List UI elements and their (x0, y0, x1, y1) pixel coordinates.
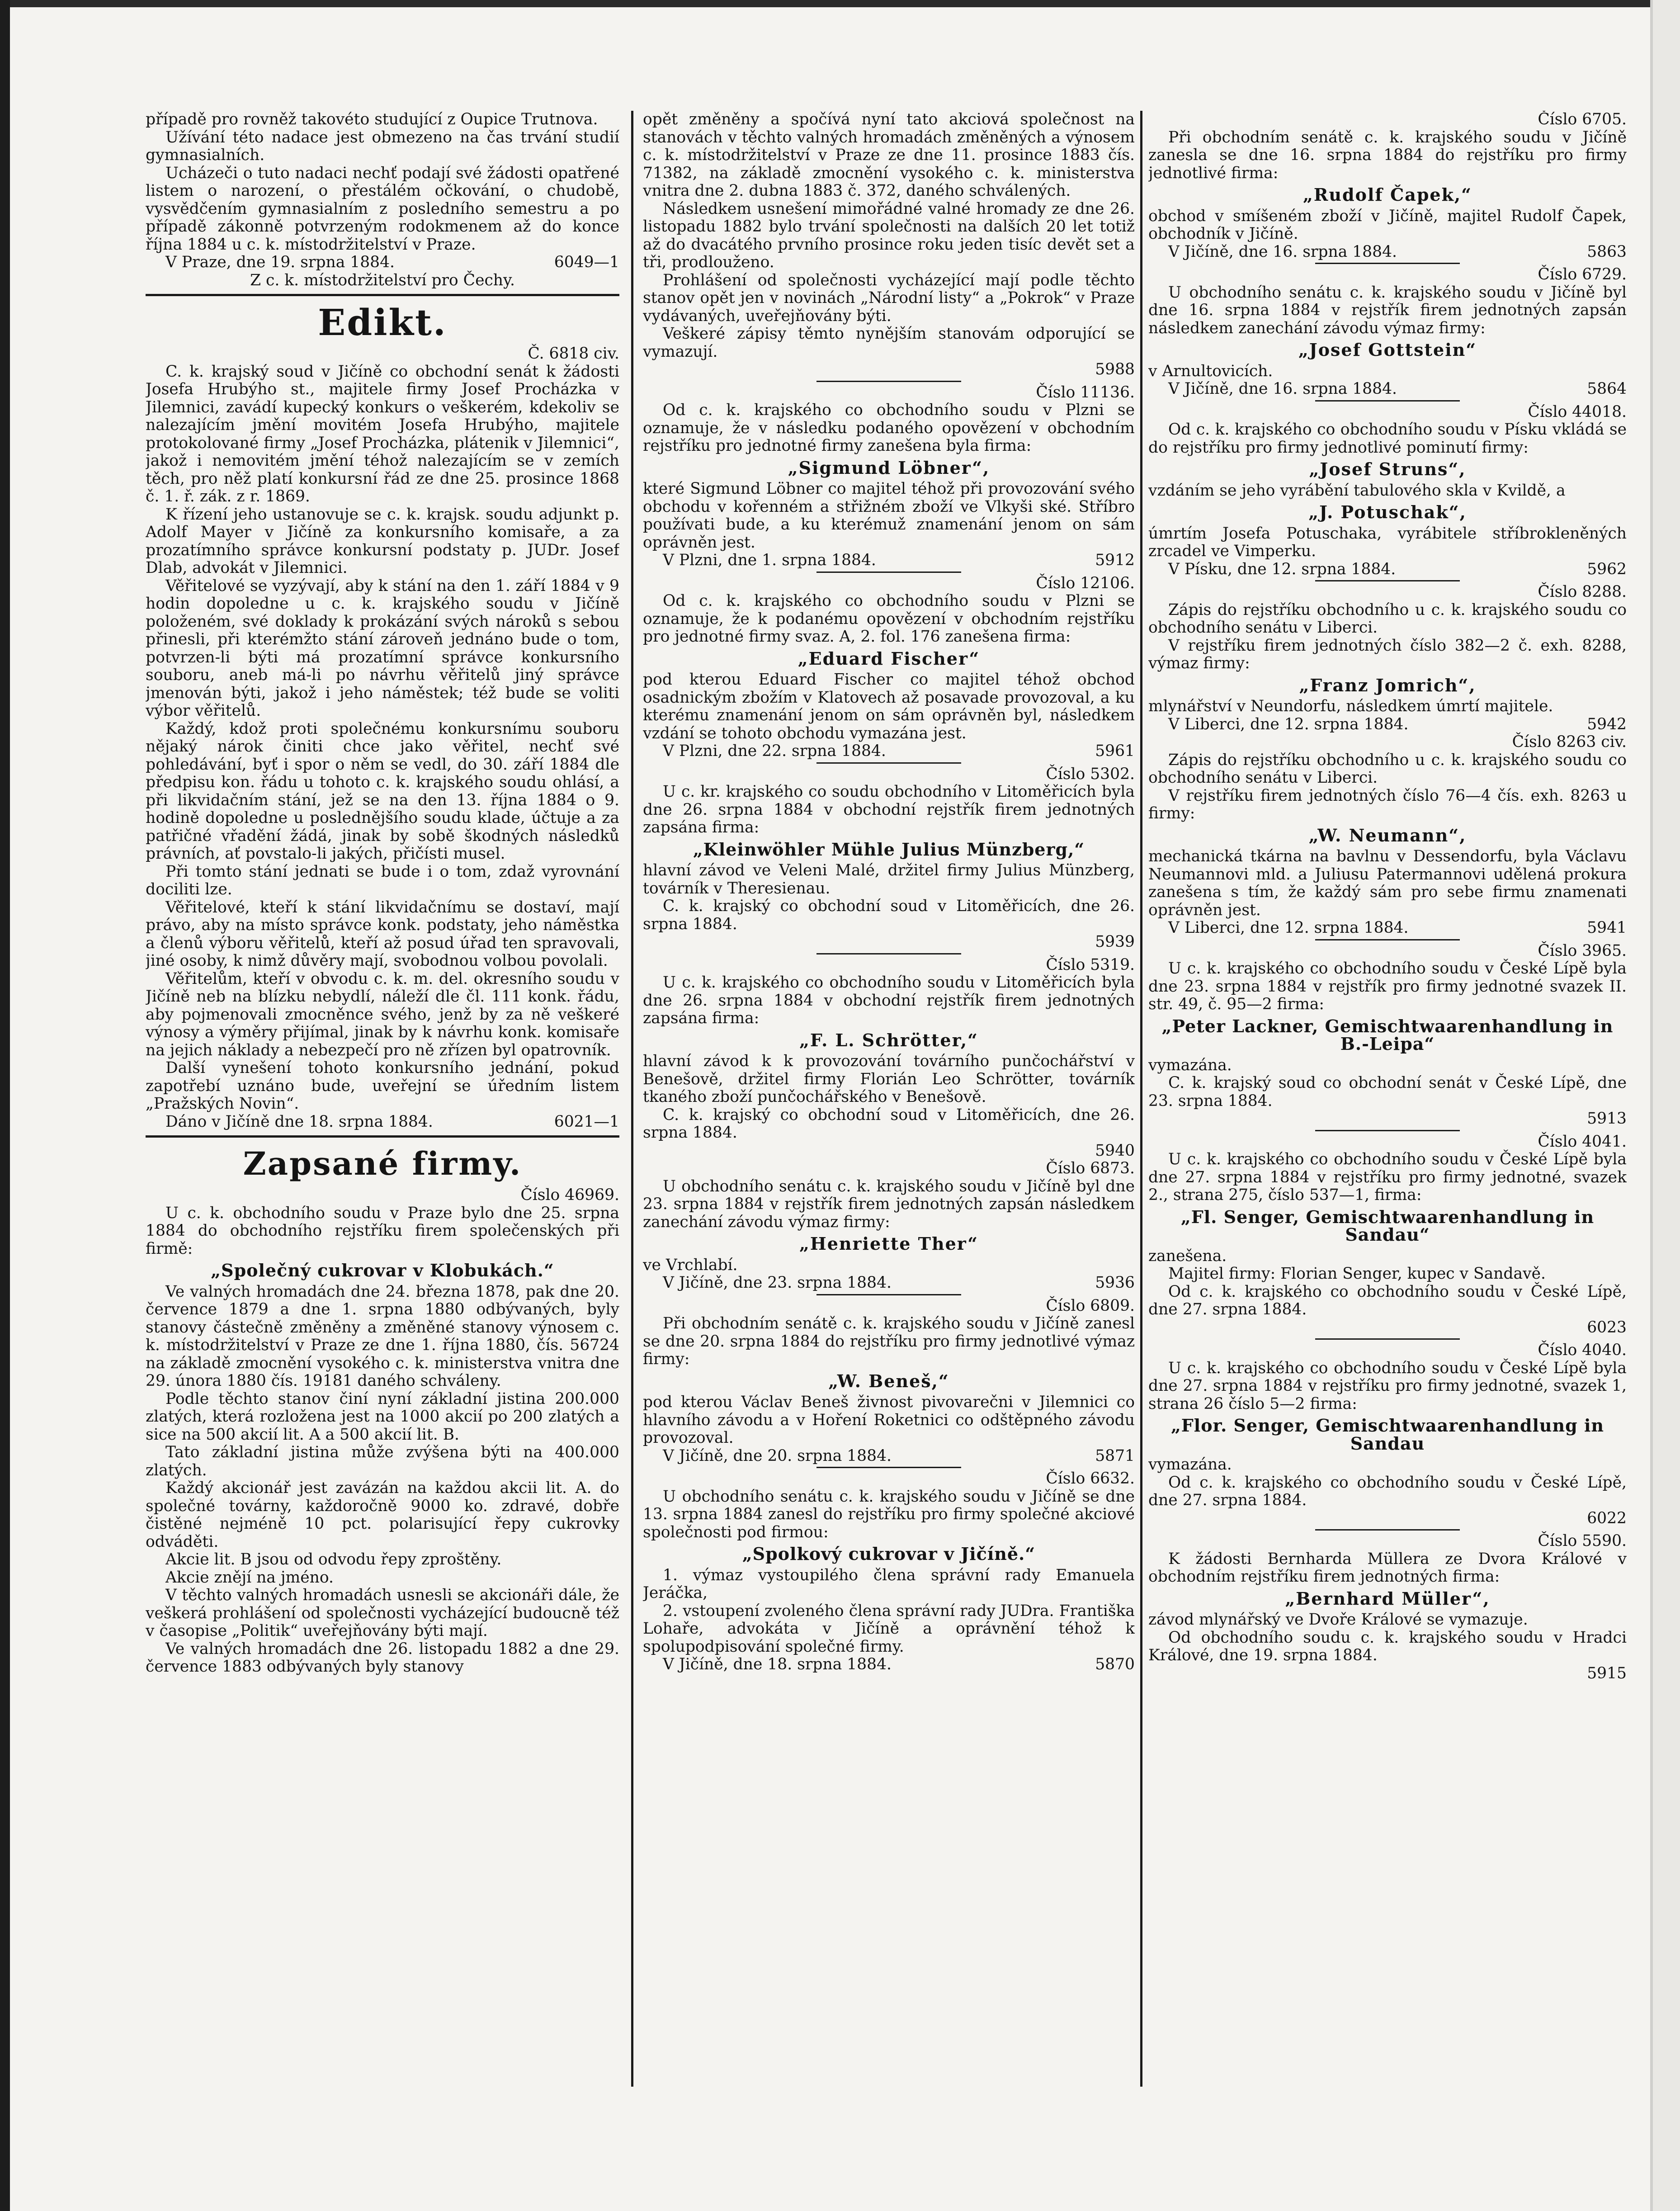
paragraph: U obchodního senátu c. k. krajského soudu v Jičíně byl dne 23. srpna 1884 v rejstřík firem jednotných zapsán následkem zanechání závodu výmaz firmy: (643, 1177, 1135, 1231)
divider (816, 953, 961, 954)
case-number: Číslo 6705. (1538, 111, 1627, 128)
paragraph: Od c. k. krajského co obchodního soudu v České Lípě, dne 27. srpna 1884. (1148, 1282, 1627, 1318)
notice-number: 5962 (1587, 560, 1627, 578)
paragraph: Při obchodním senátě c. k. krajského soudu v Jičíně zanesl se dne 20. srpna 1884 do rejstříku pro firmy jednotlivé výmaz firmy: (643, 1314, 1135, 1368)
paragraph: pod kterou Eduard Fischer co majitel téhož obchod osadnickým zbožím v Klatovech až posavade provozoval, a ku kterému znamenání jenom on sám oprávněn byl, následkem vzdání se tohoto obchodu vymazána jest. (643, 671, 1135, 742)
date: V Plzni, dne 1. srpna 1884. (663, 551, 876, 569)
paragraph: úmrtím Josefa Potuschaka, vyrábitele stříbrokleněných zrcadel ve Vimperku. (1148, 524, 1627, 560)
firm-name: „J. Potuschak“, (1308, 502, 1467, 522)
signature-line (643, 552, 1135, 570)
signature-line (643, 1447, 1135, 1465)
paragraph: Ve valných hromadách dne 26. listopadu 1882 a dne 29. července 1883 odbývaných byly stanovy (146, 1639, 619, 1676)
column-2 (643, 111, 1135, 2173)
firm-name: „Eduard Fischer“ (798, 648, 980, 669)
notice-number: 5961 (1095, 742, 1135, 760)
divider (1315, 263, 1460, 264)
paragraph: K řízení jeho ustanovuje se c. k. krajsk. soudu adjunkt p. Adolf Mayer v Jičíně za konkursního komisaře, a za prozatímního správce konkursní podstaty p. JUDr. Josef Dlab, advokát v Jilemnici. (146, 505, 619, 577)
case-number: Č. 6818 civ. (528, 345, 619, 363)
divider (816, 1467, 961, 1468)
scan-border-left (0, 0, 10, 2211)
paragraph: Při obchodním senátě c. k. krajského soudu v Jičíně zanesla se dne 16. srpna 1884 do rejstříku pro firmy jednotlivé firma: (1148, 128, 1627, 182)
paragraph: U c. k. obchodního soudu v Praze bylo dne 25. srpna 1884 do obchodního rejstříku firem společenských při firmě: (146, 1204, 619, 1258)
notice-number: 5939 (1095, 933, 1135, 951)
firm-name: „Rudolf Čapek,“ (1302, 184, 1472, 205)
notice-number: 6022 (1587, 1509, 1627, 1527)
paragraph: závod mlynářský ve Dvoře Králové se vymazuje. (1148, 1611, 1528, 1629)
firm-name: „Franz Jomrich“, (1299, 675, 1476, 695)
case-number: Číslo 46969. (520, 1186, 619, 1204)
paragraph: Každý, kdož proti společnému konkursnímu souboru nějaký nárok činiti chce jako věřitel, nechť své pohledávání, byť i spor o něm se vedl, do 30. září 1884 dle předpisu kon. řádu u tohoto c. k. krajského soudu ohlásí, a při likvidačním stání, jež se na den 13. října 1884 o 9. hodině dopoledne u poslednějšího soudu klade, účtuje a za patřičné vřadění žádá, jinak by sobě škodných následků právních, ať povstalo-li jakých, přičísti musel. (146, 719, 619, 863)
notice-number: 5940 (1095, 1141, 1135, 1160)
notice-number: 5912 (1095, 551, 1135, 569)
paragraph: Při tomto stání jednati se bude i o tom, zdaž vyrovnání dociliti lze. (146, 862, 619, 898)
case-number: Číslo 5590. (1538, 1532, 1627, 1550)
column-1 (146, 111, 619, 2173)
case-number: Číslo 6632. (1046, 1469, 1135, 1488)
date: V Jičíně, dne 16. srpna 1884. (1168, 242, 1397, 261)
paragraph: pod kterou Václav Beneš živnost pivovarečni v Jilemnici co hlavního závodu a v Hoření Roketnici co odštěpného závodu provozoval. (643, 1393, 1135, 1447)
paragraph: U obchodního senátu c. k. krajského soudu v Jičíně byl dne 16. srpna 1884 v rejstřík firem jednotných zapsán následkem zanechání závodu výmaz firmy: (1148, 283, 1627, 337)
divider (816, 572, 961, 573)
notice-number: 5913 (1587, 1110, 1627, 1128)
firm-name: „Henriette Ther“ (799, 1233, 979, 1254)
case-number: Číslo 8263 civ. (1512, 733, 1627, 751)
section-rule (146, 1135, 619, 1138)
case-number: Číslo 5319. (1046, 955, 1135, 974)
date: V Liberci, dne 12. srpna 1884. (1168, 715, 1409, 733)
date: V Písku, dne 12. srpna 1884. (1168, 560, 1396, 578)
notice-number: 5941 (1587, 919, 1627, 937)
paragraph: U c. kr. krajského co soudu obchodního v Litoměřicích byla dne 26. srpna 1884 v obchodní rejstřík firem jednotných zapsána firma: (643, 783, 1135, 836)
paragraph: Od c. k. krajského co obchodního soudu v Plzni se oznamuje, že v následku podaného opovězení v obchodním rejstříku pro jednotné firmy zanešena byla firma: (643, 401, 1135, 455)
notice-number: 6023 (1587, 1318, 1627, 1337)
firm-name: „Bernhard Müller“, (1285, 1588, 1490, 1609)
paragraph: U c. k. krajského co obchodního soudu v České Lípě byla dne 27. srpna 1884 v rejstříku pro firmy jednotné, svazek 1, strana 26 číslo 5—2 firma: (1148, 1359, 1627, 1413)
notice-number: 5915 (1587, 1664, 1627, 1682)
paragraph: Od c. k. krajského co obchodního soudu v Písku vkládá se do rejstříku pro firmy jednotlivé pominutí firmy: (1148, 420, 1627, 457)
paragraph: Věřitelům, kteří v obvodu c. k. m. del. okresního soudu v Jičíně neb na blízku nebydlí, náleží dle čl. 111 konk. řádu, aby pojmenovali zmocněnce svého, jenž by za ně veškeré výnosy a výměry přijímal, jinak by k návrhu konk. komisaře na jejich náklady a nebezpečí pro ně zřízen byl opatrovník. (146, 969, 619, 1059)
date: Dáno v Jičíně dne 18. srpna 1884. (165, 1112, 433, 1131)
firm-name: „Fl. Senger, Gemischtwaarenhandlung in Sandau“ (1180, 1206, 1595, 1245)
case-number: Číslo 6729. (1538, 265, 1627, 283)
signature-line (643, 742, 1135, 761)
paragraph: mechanická tkárna na bavlnu v Dessendorfu, byla Václavu Neumannovi mld. a Juliusu Patermannovi udělená prokura zanešena s tím, že každý sám pro sebe firmu znamenati oprávněn jest. (1148, 847, 1627, 919)
paragraph: zanešena. (1148, 1247, 1227, 1265)
issuer: Z c. k. místodržitelství pro Čechy. (250, 271, 515, 289)
divider (1315, 1338, 1460, 1340)
date: V Plzni, dne 22. srpna 1884. (663, 742, 886, 760)
section-title-edikt: Edikt. (318, 301, 447, 344)
paragraph: C. k. krajský co obchodní soud v Litoměřicích, dne 26. srpna 1884. (643, 1106, 1135, 1142)
divider (1315, 939, 1460, 940)
paragraph: Věřitelové se vyzývají, aby k stání na den 1. září 1884 v 9 hodin dopoledne u c. k. krajského soudu v Jičíně položeném, své doklady k prokázání svých nároků s sebou přinesli, při kterémžto stání zároveň jednáno bude o tom, potvrzen-li býti má prozatímní správce konkursního souboru, aneb má-li po návrhu věřitelů jiný správce jmenován býti, jakož i jeho náměstek; též bude se voliti výbor věřitelů. (146, 576, 619, 720)
paragraph: opět změněny a spočívá nyní tato akciová společnost na stanovách v těchto valných hromadách změněných a výnosem c. k. místodržitelství v Praze ze dne 11. prosince 1883 čís. 71382, na základě zmocnění vysokého c. k. ministerstva vnitra dne 2. dubna 1883 č. 372, daného schválených. (643, 111, 1135, 200)
section-title-zapsane-firmy: Zapsané firmy. (243, 1145, 522, 1182)
date: V Jičíně, dne 18. srpna 1884. (663, 1655, 892, 1673)
paragraph: V těchto valných hromadách usnesli se akcionáři dále, že veškerá prohlášení od společnosti vycházející budoucně též v časopise „Politik“ uveřejňovány býti mají. (146, 1586, 619, 1640)
paragraph: K žádosti Bernharda Müllera ze Dvora Králové v obchodním rejstříku firem jednotných firma: (1148, 1550, 1627, 1586)
paragraph: v Arnultovicích. (1148, 362, 1273, 380)
paragraph: Každý akcionář jest zavázán na každou akcii lit. A. do společné továrny, každoročně 9000 ko. zdravé, dobře čistěné nejméně 10 pct. polarisující řepy cukrovky odváděti. (146, 1479, 619, 1551)
paragraph: vymazána. (1148, 1056, 1232, 1074)
divider (1315, 580, 1460, 581)
firm-name: „W. Neumann“, (1308, 825, 1467, 846)
notice-number: 5942 (1587, 715, 1627, 733)
signature-line (1148, 380, 1627, 398)
signature-line (643, 1656, 1135, 1674)
paragraph: Následkem usnešení mimořádné valné hromady ze dne 26. listopadu 1882 bylo trvání společnosti na dalších 20 let totiž až do dvacátého prvního prosince roku jeden tisíc devět set a tři, prodlouženo. (643, 199, 1135, 271)
paragraph: U c. k. krajského co obchodního soudu v Litoměřicích byla dne 26. srpna 1884 v obchodní rejstřík firem jednotných zapsána firma: (643, 973, 1135, 1027)
notice-number: 6049—1 (554, 253, 619, 271)
paragraph: V rejstříku firem jednotných číslo 76—4 čís. exh. 8263 u firmy: (1148, 786, 1627, 822)
divider (1315, 1529, 1460, 1531)
case-number: Číslo 4041. (1538, 1132, 1627, 1151)
column-rule (631, 111, 633, 2087)
signature-line (1148, 716, 1627, 734)
paragraph: C. k. krajský soud v Jičíně co obchodní senát k žádosti Josefa Hrubýho st., majitele firmy Josef Procházka v Jilemnici, zavádí kupecký konkurs o veškerém, kdekoliv se nalezajícím jmění movitém Josefa Hrubýho, majitele protokolované firmy „Josef Procházka, plátenik v Jilemnici“, jakož i nemovitém jmění téhož nalezajícím se v zemích těch, pro něž platí konkursní řád ze dne 25. prosince 1868 č. 1. ř. zák. z r. 1869. (146, 362, 619, 506)
case-number: Číslo 6873. (1046, 1159, 1135, 1177)
paragraph: Od c. k. krajského co obchodního soudu v Plzni se oznamuje, že k podanému opovězení v obchodním rejstříku pro jednotné firmy svaz. A, 2. fol. 176 zanešena firma: (643, 592, 1135, 646)
paragraph: Ucházeči o tuto nadaci nechť podají své žádosti opatřené listem o narození, o přestálém očkování, o chudobě, vysvědčením gymnasialním z posledního semestru a po případě zákonně potvrzeným rodokmenem až do konce října 1884 u c. k. místodržitelství v Praze. (146, 164, 619, 254)
paragraph: mlynářství v Neundorfu, následkem úmrtí majitele. (1148, 697, 1553, 715)
paragraph: U obchodního senátu c. k. krajského soudu v Jičíně se dne 13. srpna 1884 zanesl do rejstříku pro firmy společné akciové společnosti pod firmou: (643, 1487, 1135, 1541)
paragraph: případě pro rovněž takovéto studující z Oupice Trutnova. (146, 111, 598, 128)
case-number: Číslo 6809. (1046, 1296, 1135, 1315)
notice-number: 5870 (1095, 1655, 1135, 1673)
signature-line (1148, 919, 1627, 937)
firm-name: „W. Beneš,“ (828, 1370, 949, 1391)
notice-number: 5988 (1095, 360, 1135, 378)
paragraph: ve Vrchlabí. (643, 1256, 738, 1274)
case-number: Číslo 3965. (1538, 941, 1627, 960)
notice-number: 5863 (1587, 242, 1627, 261)
notice-number: 5871 (1095, 1446, 1135, 1465)
divider (816, 762, 961, 764)
case-number: Číslo 44018. (1528, 402, 1627, 421)
paragraph: Další vynešení tohoto konkursního jednání, pokud zapotřebí uznáno bude, uveřejní se úředním listem „Pražských Novin“. (146, 1059, 619, 1113)
signature-line (1148, 561, 1627, 579)
date: V Jičíně, dne 16. srpna 1884. (1168, 380, 1397, 398)
signature-line (146, 1113, 619, 1131)
section-rule (146, 294, 619, 296)
paragraph: Akcie znějí na jméno. (165, 1568, 334, 1587)
scan-border-top (0, 0, 1680, 7)
notice-number: 5864 (1587, 380, 1627, 398)
notice-number: 5936 (1095, 1274, 1135, 1292)
paragraph: Zápis do rejstříku obchodního u c. k. krajského soudu co obchodního senátu v Liberci. (1148, 600, 1627, 637)
case-number: Číslo 8288. (1538, 583, 1627, 601)
paragraph: Zápis do rejstříku obchodního u c. k. krajského soudu co obchodního senátu v Liberci. (1148, 751, 1627, 787)
column-rule (1140, 111, 1142, 2087)
paragraph: 1. výmaz vystoupilého člena správní rady Emanuela Jeráčka, (643, 1566, 1135, 1602)
firm-name: „Sigmund Löbner“, (788, 457, 990, 478)
notice-number: 6021—1 (554, 1112, 619, 1131)
firm-name: „F. L. Schrötter,“ (799, 1030, 978, 1050)
paragraph: U c. k. krajského co obchodního soudu v České Lípě byla dne 27. srpna 1884 v rejstříku pro firmy jednotné, svazek 2., strana 275, číslo 537—1, firma: (1148, 1150, 1627, 1204)
date: V Liberci, dne 12. srpna 1884. (1168, 919, 1409, 937)
case-number: Číslo 12106. (1036, 574, 1135, 592)
paragraph: Ve valných hromadách dne 24. března 1878, pak dne 20. července 1879 a dne 1. srpna 1880 odbývaných, byly stanovy částečně změněny a změněné stanovy výnosem c. k. místodržitelství v Praze ze dne 1. října 1880, čís. 56724 na základě zmocnění vysokého c. k. ministerstva vnitra dne 29. února 1880 čís. 19181 daného schváleny. (146, 1282, 619, 1390)
paragraph: Od obchodního soudu c. k. krajského soudu v Hradci Králové, dne 19. srpna 1884. (1148, 1628, 1627, 1664)
paragraph: C. k. krajský soud co obchodní senát v České Lípě, dne 23. srpna 1884. (1148, 1074, 1627, 1110)
paragraph: V rejstříku firem jednotných číslo 382—2 č. exh. 8288, výmaz firmy: (1148, 636, 1627, 672)
paragraph: hlavní závod ve Veleni Malé, držitel firmy Julius Münzberg, továrník v Theresienau. (643, 861, 1135, 898)
paragraph: hlavní závod k k provozování továrního punčochářství v Benešově, držitel firmy Florián Leo Schrötter, továrník tkaného zboží punčochářského v Benešově. (643, 1052, 1135, 1106)
case-number: Číslo 11136. (1036, 383, 1135, 402)
paragraph: Majitel firmy: Florian Senger, kupec v Sandavě. (1168, 1265, 1546, 1283)
signature-line (643, 1274, 1135, 1292)
paragraph: Prohlášení od společnosti vycházející mají podle těchto stanov opět jen v novinách „Národní listy“ a „Pokrok“ v Praze vydávaných, uveřejňovány býti. (643, 271, 1135, 325)
paragraph: vymazána. (1148, 1455, 1232, 1474)
firm-name: „Josef Struns“, (1309, 459, 1466, 479)
paragraph: Od c. k. krajského co obchodního soudu v České Lípě, dne 27. srpna 1884. (1148, 1473, 1627, 1509)
paragraph: Veškeré zápisy těmto nynějším stanovám odporující se vymazují. (643, 325, 1135, 361)
paragraph: Akcie lit. B jsou od odvodu řepy zproštěny. (165, 1550, 502, 1568)
paragraph: obchod v smíšeném zboží v Jičíně, majitel Rudolf Čapek, obchodník v Jičíně. (1148, 207, 1627, 243)
firm-name: „Společný cukrovar v Klobukách.“ (211, 1260, 554, 1280)
signature-line (1148, 243, 1627, 261)
date: V Praze, dne 19. srpna 1884. (165, 253, 395, 271)
column-3 (1148, 111, 1627, 2173)
firm-name: „Spolkový cukrovar v Jičíně.“ (742, 1544, 1036, 1564)
date: V Jičíně, dne 20. srpna 1884. (663, 1446, 892, 1465)
divider (816, 1294, 961, 1295)
divider (1315, 1130, 1460, 1131)
paragraph: Podle těchto stanov činí nyní základní jistina 200.000 zlatých, která rozložena jest na 1000 akcií po 200 zlatých a sice na 500 akcií lit. A a 500 akcií lit. B. (146, 1389, 619, 1444)
paragraph: které Sigmund Löbner co majitel téhož při provozování svého obchodu v kořenném a střižném zboží ve Vlkyši ské. Stříbro používati bude, a ku kterémuž znamenání jenom on sám oprávněn jest. (643, 480, 1135, 552)
firm-name: „Flor. Senger, Gemischtwaarenhandlung in Sandau (1170, 1415, 1604, 1454)
firm-name: „Josef Gottstein“ (1298, 340, 1477, 360)
paragraph: Věřitelové, kteří k stání likvidačnímu se dostaví, mají právo, aby na místo správce konk. podstaty, jeho náměstka a členů výboru věřitelů, kteří až posud úřad ten spravovali, jiné osoby, k nimž důvěry mají, svobodnou volbou povolali. (146, 898, 619, 970)
signature-line (146, 254, 619, 272)
firm-name: „Kleinwöhler Mühle Julius Münzberg,“ (693, 839, 1085, 860)
scan-border-right (1650, 0, 1680, 2211)
divider (816, 381, 961, 382)
paragraph: C. k. krajský co obchodní soud v Litoměřicích, dne 26. srpna 1884. (643, 897, 1135, 933)
case-number: Číslo 5302. (1046, 765, 1135, 783)
paragraph: U c. k. krajského co obchodního soudu v České Lípě byla dne 23. srpna 1884 v rejstřík pro firmy jednotné svazek II. str. 49, č. 95—2 firma: (1148, 959, 1627, 1013)
firm-name: „Peter Lackner, Gemischtwaarenhandlung in B.-Leipa“ (1161, 1016, 1614, 1054)
paragraph: vzdáním se jeho vyrábění tabulového skla v Kvildě, a (1148, 481, 1566, 500)
paragraph: Tato základní jistina může zvýšena býti na 400.000 zlatých. (146, 1443, 619, 1479)
case-number: Číslo 4040. (1538, 1341, 1627, 1359)
divider (1315, 400, 1460, 402)
paragraph: 2. vstoupení zvoleného člena správní rady JUDra. Františka Lohaře, advokáta v Jičíně a oprávnění téhož k spolupodpisování společné firmy. (643, 1602, 1135, 1656)
date: V Jičíně, dne 23. srpna 1884. (663, 1274, 892, 1292)
paragraph: Užívání této nadace jest obmezeno na čas trvání studií gymnasialních. (146, 128, 619, 164)
